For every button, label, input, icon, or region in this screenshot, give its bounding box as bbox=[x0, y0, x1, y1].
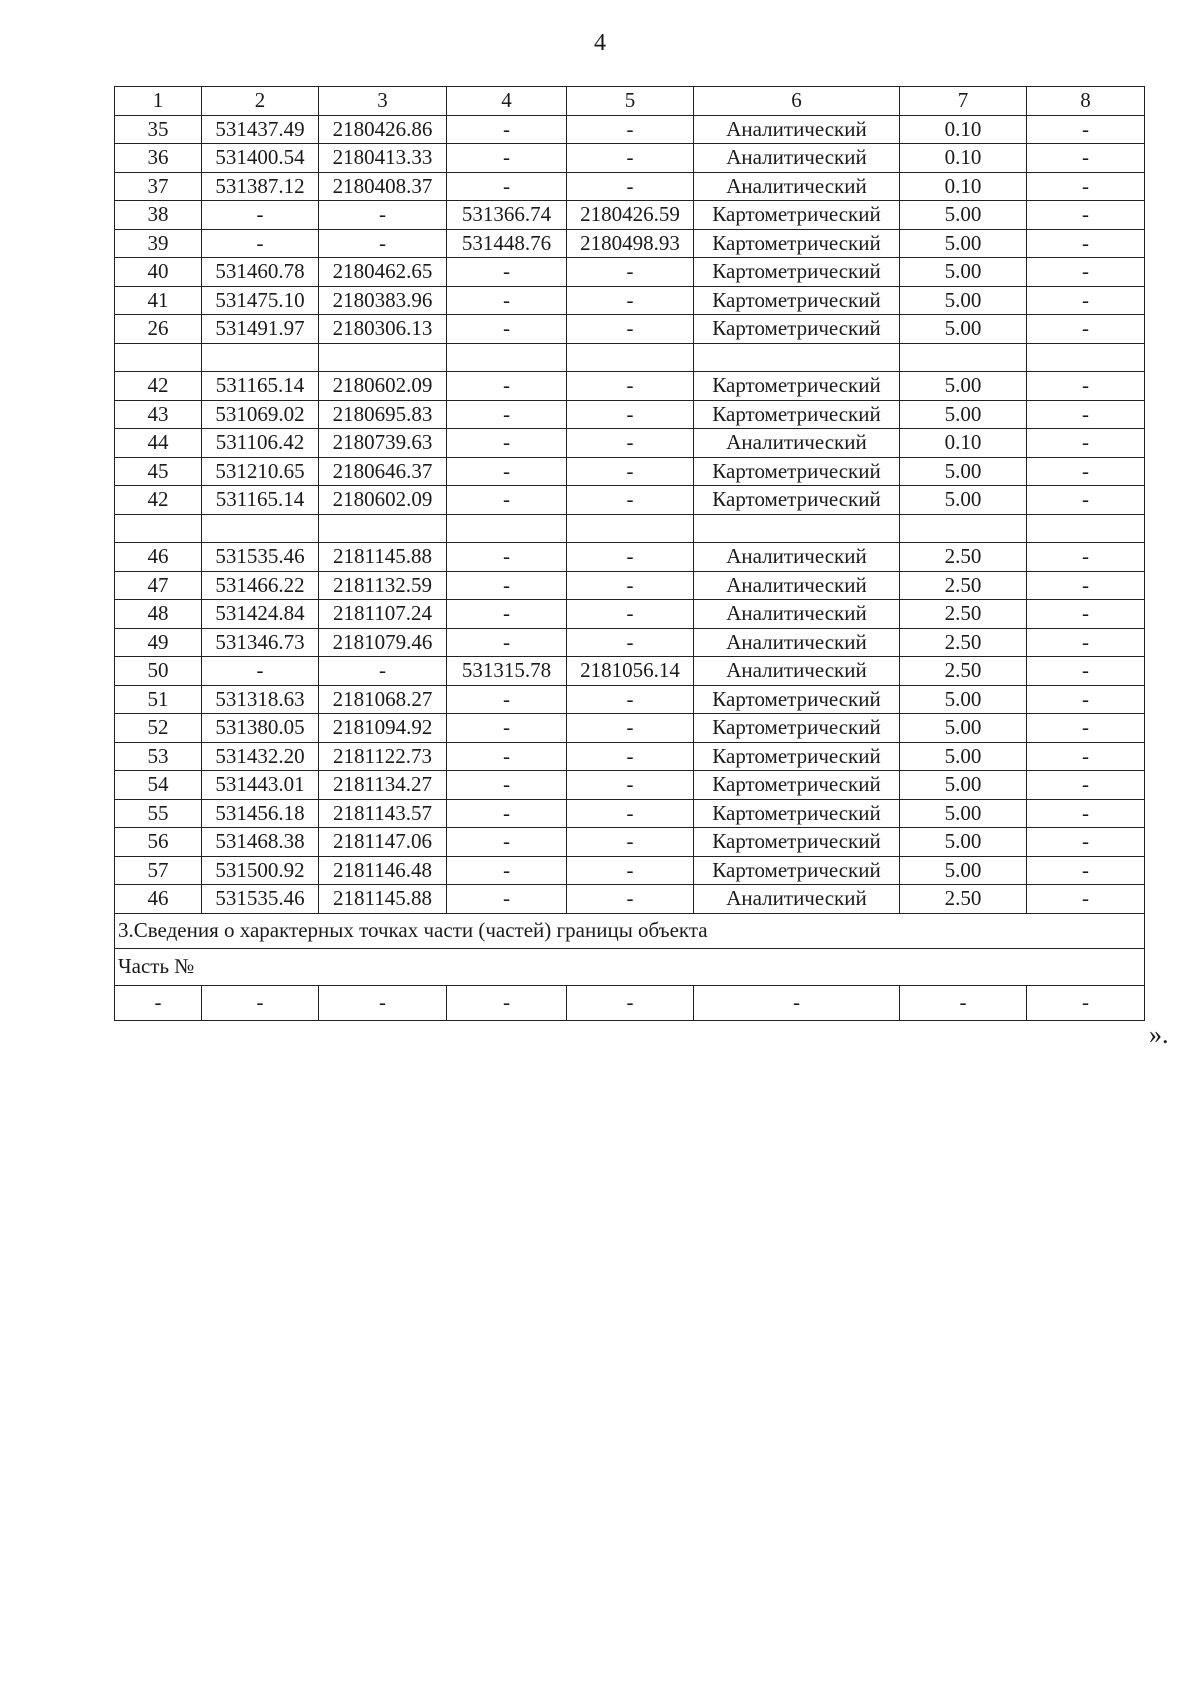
table-cell: 55 bbox=[115, 799, 202, 828]
table-cell: 41 bbox=[115, 286, 202, 315]
table-cell: - bbox=[1027, 685, 1145, 714]
table-cell: - bbox=[1027, 400, 1145, 429]
table-cell: - bbox=[447, 856, 567, 885]
table-cell: - bbox=[567, 543, 694, 572]
table-row bbox=[115, 400, 1145, 429]
table-cell: - bbox=[694, 985, 900, 1020]
table-cell: 2180602.09 bbox=[319, 486, 447, 515]
table-cell: - bbox=[1027, 714, 1145, 743]
table-cell: 2181094.92 bbox=[319, 714, 447, 743]
table-cell: 5.00 bbox=[900, 828, 1027, 857]
table-row bbox=[115, 229, 1145, 258]
table-cell: Картометрический bbox=[694, 771, 900, 800]
table-cell: 2180306.13 bbox=[319, 315, 447, 344]
table-cell: - bbox=[1027, 315, 1145, 344]
table-cell: - bbox=[567, 856, 694, 885]
table-cell: 531456.18 bbox=[202, 799, 319, 828]
table-row bbox=[115, 571, 1145, 600]
table-cell: - bbox=[319, 201, 447, 230]
table-cell: 2181145.88 bbox=[319, 885, 447, 914]
table-cell: - bbox=[567, 486, 694, 515]
table-cell: 45 bbox=[115, 457, 202, 486]
table-cell: - bbox=[567, 400, 694, 429]
table-row bbox=[115, 856, 1145, 885]
table-cell: - bbox=[567, 714, 694, 743]
table-cell: - bbox=[1027, 771, 1145, 800]
table-cell: - bbox=[1027, 429, 1145, 458]
table-cell: 42 bbox=[115, 486, 202, 515]
table-cell: - bbox=[115, 985, 202, 1020]
table-row bbox=[115, 799, 1145, 828]
table-cell bbox=[115, 343, 202, 372]
table-cell: - bbox=[447, 742, 567, 771]
table-cell bbox=[900, 343, 1027, 372]
table-cell bbox=[694, 514, 900, 543]
part-points-row bbox=[115, 985, 1145, 1020]
table-cell: - bbox=[1027, 115, 1145, 144]
table-cell: - bbox=[202, 229, 319, 258]
table-cell: - bbox=[447, 628, 567, 657]
table-cell: 5.00 bbox=[900, 315, 1027, 344]
table-cell: - bbox=[1027, 856, 1145, 885]
table-cell: - bbox=[447, 685, 567, 714]
table-cell: 2180646.37 bbox=[319, 457, 447, 486]
table-cell: Картометрический bbox=[694, 457, 900, 486]
table-row bbox=[115, 514, 1145, 543]
table-cell: 531535.46 bbox=[202, 885, 319, 914]
table-cell: - bbox=[447, 799, 567, 828]
table-row bbox=[115, 828, 1145, 857]
table-cell bbox=[202, 343, 319, 372]
table-cell: 531165.14 bbox=[202, 486, 319, 515]
table-cell: 531400.54 bbox=[202, 144, 319, 173]
table-cell: - bbox=[1027, 828, 1145, 857]
table-cell: Картометрический bbox=[694, 856, 900, 885]
table-cell: - bbox=[447, 600, 567, 629]
table-cell: 531500.92 bbox=[202, 856, 319, 885]
table-cell: - bbox=[1027, 571, 1145, 600]
table-row bbox=[115, 372, 1145, 401]
table-cell: - bbox=[1027, 286, 1145, 315]
table-cell: Аналитический bbox=[694, 543, 900, 572]
table-cell bbox=[319, 343, 447, 372]
closing-quote: ». bbox=[1149, 1020, 1169, 1049]
table-cell: Картометрический bbox=[694, 229, 900, 258]
table-cell: 531315.78 bbox=[447, 657, 567, 686]
table-cell bbox=[447, 514, 567, 543]
table-cell: - bbox=[1027, 229, 1145, 258]
table-cell bbox=[202, 514, 319, 543]
table-cell: 5.00 bbox=[900, 400, 1027, 429]
table-cell: - bbox=[447, 571, 567, 600]
table-cell: - bbox=[567, 571, 694, 600]
table-cell bbox=[567, 343, 694, 372]
table-cell: 531346.73 bbox=[202, 628, 319, 657]
table-cell: - bbox=[567, 429, 694, 458]
column-header: 4 bbox=[447, 87, 567, 116]
table-cell: 54 bbox=[115, 771, 202, 800]
table-cell: - bbox=[202, 985, 319, 1020]
table-row bbox=[115, 685, 1145, 714]
table-cell: - bbox=[447, 985, 567, 1020]
table-cell: Картометрический bbox=[694, 685, 900, 714]
table-cell: 531491.97 bbox=[202, 315, 319, 344]
table-cell: - bbox=[1027, 885, 1145, 914]
table-cell: 47 bbox=[115, 571, 202, 600]
table-cell: 2181132.59 bbox=[319, 571, 447, 600]
table-cell: 2.50 bbox=[900, 571, 1027, 600]
table-cell: - bbox=[447, 885, 567, 914]
table-cell: - bbox=[1027, 457, 1145, 486]
table-cell: 5.00 bbox=[900, 457, 1027, 486]
table-cell: 39 bbox=[115, 229, 202, 258]
table-cell bbox=[1027, 343, 1145, 372]
table-cell: - bbox=[900, 985, 1027, 1020]
table-cell: - bbox=[1027, 486, 1145, 515]
table-cell: - bbox=[447, 771, 567, 800]
table-cell: - bbox=[1027, 172, 1145, 201]
table-row bbox=[115, 771, 1145, 800]
column-header: 2 bbox=[202, 87, 319, 116]
column-header: 8 bbox=[1027, 87, 1145, 116]
table-cell: 0.10 bbox=[900, 172, 1027, 201]
table-cell: - bbox=[567, 771, 694, 800]
table-cell: - bbox=[447, 115, 567, 144]
table-cell: - bbox=[567, 742, 694, 771]
table-cell: 5.00 bbox=[900, 799, 1027, 828]
table-cell: 2181068.27 bbox=[319, 685, 447, 714]
table-cell: - bbox=[447, 429, 567, 458]
table-cell: 44 bbox=[115, 429, 202, 458]
table-cell: Аналитический bbox=[694, 571, 900, 600]
table-cell: - bbox=[1027, 628, 1145, 657]
table-cell bbox=[1027, 514, 1145, 543]
table-cell: - bbox=[1027, 657, 1145, 686]
table-cell: - bbox=[567, 600, 694, 629]
table-cell: - bbox=[567, 172, 694, 201]
table-cell: 50 bbox=[115, 657, 202, 686]
table-cell: 531366.74 bbox=[447, 201, 567, 230]
table-cell: - bbox=[447, 372, 567, 401]
table-row bbox=[115, 343, 1145, 372]
table-cell: Аналитический bbox=[694, 628, 900, 657]
table-cell: 531437.49 bbox=[202, 115, 319, 144]
table-cell: 2180695.83 bbox=[319, 400, 447, 429]
table-cell: - bbox=[567, 799, 694, 828]
table-cell bbox=[900, 514, 1027, 543]
table-cell: Аналитический bbox=[694, 429, 900, 458]
table-cell: 2.50 bbox=[900, 628, 1027, 657]
table-cell: - bbox=[447, 543, 567, 572]
table-cell: - bbox=[202, 201, 319, 230]
column-header: 3 bbox=[319, 87, 447, 116]
table-cell: 5.00 bbox=[900, 856, 1027, 885]
table-cell: Картометрический bbox=[694, 372, 900, 401]
table-cell: 2180413.33 bbox=[319, 144, 447, 173]
table-cell: Картометрический bbox=[694, 258, 900, 287]
table-cell: - bbox=[567, 828, 694, 857]
table-cell: - bbox=[567, 985, 694, 1020]
table-cell: - bbox=[1027, 144, 1145, 173]
table-row bbox=[115, 286, 1145, 315]
table-cell: 46 bbox=[115, 543, 202, 572]
table-cell: 531443.01 bbox=[202, 771, 319, 800]
table-cell: Картометрический bbox=[694, 400, 900, 429]
table-cell: 2181147.06 bbox=[319, 828, 447, 857]
table-cell: - bbox=[447, 486, 567, 515]
table-cell: 37 bbox=[115, 172, 202, 201]
table-cell: 2.50 bbox=[900, 657, 1027, 686]
table-row bbox=[115, 144, 1145, 173]
table-cell: 57 bbox=[115, 856, 202, 885]
table-cell: 5.00 bbox=[900, 742, 1027, 771]
table-row bbox=[115, 628, 1145, 657]
table-cell: - bbox=[567, 885, 694, 914]
table-cell: - bbox=[447, 400, 567, 429]
table-cell: - bbox=[1027, 372, 1145, 401]
page-number: 4 bbox=[594, 30, 606, 56]
table-cell: Аналитический bbox=[694, 885, 900, 914]
section-title-row bbox=[115, 913, 1145, 948]
table-cell: 2180462.65 bbox=[319, 258, 447, 287]
table-cell: Картометрический bbox=[694, 742, 900, 771]
table-row bbox=[115, 657, 1145, 686]
table-cell: - bbox=[1027, 543, 1145, 572]
table-row bbox=[115, 486, 1145, 515]
table-cell: - bbox=[567, 115, 694, 144]
table-cell: Аналитический bbox=[694, 115, 900, 144]
table-cell: 531535.46 bbox=[202, 543, 319, 572]
table-cell: 52 bbox=[115, 714, 202, 743]
table-cell: 0.10 bbox=[900, 115, 1027, 144]
table-cell: - bbox=[567, 372, 694, 401]
table-cell: Картометрический bbox=[694, 714, 900, 743]
table-cell bbox=[115, 514, 202, 543]
table-cell: 0.10 bbox=[900, 144, 1027, 173]
table-cell: 531069.02 bbox=[202, 400, 319, 429]
table-cell: 2180408.37 bbox=[319, 172, 447, 201]
table-cell: Аналитический bbox=[694, 172, 900, 201]
table-cell: Картометрический bbox=[694, 828, 900, 857]
table-cell bbox=[567, 514, 694, 543]
table-cell: 36 bbox=[115, 144, 202, 173]
table-cell: 5.00 bbox=[900, 771, 1027, 800]
table-cell: 531380.05 bbox=[202, 714, 319, 743]
table-cell: 53 bbox=[115, 742, 202, 771]
table-cell: 46 bbox=[115, 885, 202, 914]
table-cell: - bbox=[447, 258, 567, 287]
table-cell: 5.00 bbox=[900, 229, 1027, 258]
section-title: 3.Сведения о характерных точках части (частей) границы объекта bbox=[115, 913, 1145, 948]
table-cell: 531318.63 bbox=[202, 685, 319, 714]
table-cell: 531475.10 bbox=[202, 286, 319, 315]
table-cell: - bbox=[447, 144, 567, 173]
table-cell: - bbox=[447, 714, 567, 743]
table-cell: - bbox=[447, 172, 567, 201]
table-cell: 531468.38 bbox=[202, 828, 319, 857]
table-cell: - bbox=[319, 985, 447, 1020]
table-cell: Аналитический bbox=[694, 600, 900, 629]
table-cell: 2180739.63 bbox=[319, 429, 447, 458]
part-number-row bbox=[115, 948, 1145, 985]
table-cell: - bbox=[447, 828, 567, 857]
table-cell: 40 bbox=[115, 258, 202, 287]
table-cell: 5.00 bbox=[900, 372, 1027, 401]
table-cell: 2181122.73 bbox=[319, 742, 447, 771]
column-header: 5 bbox=[567, 87, 694, 116]
table-cell: - bbox=[1027, 201, 1145, 230]
column-header: 1 bbox=[115, 87, 202, 116]
table-row bbox=[115, 885, 1145, 914]
table-cell: Аналитический bbox=[694, 657, 900, 686]
coordinates-table bbox=[114, 86, 1145, 1021]
table-cell: 26 bbox=[115, 315, 202, 344]
table-cell: 56 bbox=[115, 828, 202, 857]
table-cell: 2180426.86 bbox=[319, 115, 447, 144]
table-cell: Картометрический bbox=[694, 286, 900, 315]
table-header-row bbox=[115, 87, 1145, 116]
table-row bbox=[115, 742, 1145, 771]
table-cell: 531432.20 bbox=[202, 742, 319, 771]
table-cell bbox=[694, 343, 900, 372]
table-cell: 531387.12 bbox=[202, 172, 319, 201]
table-cell: 43 bbox=[115, 400, 202, 429]
table-cell: 2180602.09 bbox=[319, 372, 447, 401]
table-row bbox=[115, 600, 1145, 629]
table-cell: - bbox=[567, 457, 694, 486]
table-cell: 2181134.27 bbox=[319, 771, 447, 800]
table-cell: 2181143.57 bbox=[319, 799, 447, 828]
table-cell: 5.00 bbox=[900, 286, 1027, 315]
table-cell: 2181146.48 bbox=[319, 856, 447, 885]
table-cell: 38 bbox=[115, 201, 202, 230]
table-cell: 48 bbox=[115, 600, 202, 629]
table-cell: 531460.78 bbox=[202, 258, 319, 287]
table-cell: 51 bbox=[115, 685, 202, 714]
table-cell: Картометрический bbox=[694, 315, 900, 344]
table-cell: - bbox=[447, 286, 567, 315]
table-cell: 531424.84 bbox=[202, 600, 319, 629]
table-cell: 2181056.14 bbox=[567, 657, 694, 686]
table-cell: 531210.65 bbox=[202, 457, 319, 486]
table-cell: 5.00 bbox=[900, 714, 1027, 743]
table-cell: 2.50 bbox=[900, 543, 1027, 572]
table-cell: - bbox=[1027, 600, 1145, 629]
table-cell: - bbox=[1027, 258, 1145, 287]
table-cell: 531165.14 bbox=[202, 372, 319, 401]
table-cell: - bbox=[1027, 799, 1145, 828]
table-cell: 531448.76 bbox=[447, 229, 567, 258]
table-row bbox=[115, 315, 1145, 344]
table-cell: - bbox=[567, 628, 694, 657]
table-cell: - bbox=[447, 315, 567, 344]
table-row bbox=[115, 172, 1145, 201]
table-cell bbox=[447, 343, 567, 372]
table-cell: 49 bbox=[115, 628, 202, 657]
table-cell: - bbox=[447, 457, 567, 486]
table-row bbox=[115, 543, 1145, 572]
table-cell: Аналитический bbox=[694, 144, 900, 173]
table-cell: 5.00 bbox=[900, 685, 1027, 714]
table-cell: - bbox=[319, 657, 447, 686]
table-row bbox=[115, 714, 1145, 743]
table-row bbox=[115, 201, 1145, 230]
table-row bbox=[115, 115, 1145, 144]
table-cell: 2.50 bbox=[900, 885, 1027, 914]
table-cell: 2180383.96 bbox=[319, 286, 447, 315]
column-header: 7 bbox=[900, 87, 1027, 116]
table-cell: 5.00 bbox=[900, 486, 1027, 515]
table-cell: - bbox=[202, 657, 319, 686]
table-cell: 5.00 bbox=[900, 201, 1027, 230]
table-cell: 35 bbox=[115, 115, 202, 144]
table-cell: - bbox=[319, 229, 447, 258]
table-cell: 0.10 bbox=[900, 429, 1027, 458]
table-row bbox=[115, 258, 1145, 287]
table-cell: - bbox=[567, 258, 694, 287]
table-cell: 2181145.88 bbox=[319, 543, 447, 572]
table-cell: 2180498.93 bbox=[567, 229, 694, 258]
table-cell: 531106.42 bbox=[202, 429, 319, 458]
table-cell: Картометрический bbox=[694, 201, 900, 230]
table-cell: - bbox=[1027, 742, 1145, 771]
table-cell: - bbox=[567, 144, 694, 173]
table-cell: 2180426.59 bbox=[567, 201, 694, 230]
table-cell bbox=[319, 514, 447, 543]
table-cell: 531466.22 bbox=[202, 571, 319, 600]
table-cell: 42 bbox=[115, 372, 202, 401]
table-cell: Картометрический bbox=[694, 799, 900, 828]
part-number-label: Часть № bbox=[115, 948, 1145, 985]
table-cell: 5.00 bbox=[900, 258, 1027, 287]
table-cell: - bbox=[567, 685, 694, 714]
table-cell: - bbox=[567, 286, 694, 315]
table-cell: 2.50 bbox=[900, 600, 1027, 629]
table-cell: - bbox=[1027, 985, 1145, 1020]
table-cell: Картометрический bbox=[694, 486, 900, 515]
table-cell: 2181107.24 bbox=[319, 600, 447, 629]
table-row bbox=[115, 457, 1145, 486]
column-header: 6 bbox=[694, 87, 900, 116]
table-row bbox=[115, 429, 1145, 458]
table-cell: - bbox=[567, 315, 694, 344]
table-cell: 2181079.46 bbox=[319, 628, 447, 657]
